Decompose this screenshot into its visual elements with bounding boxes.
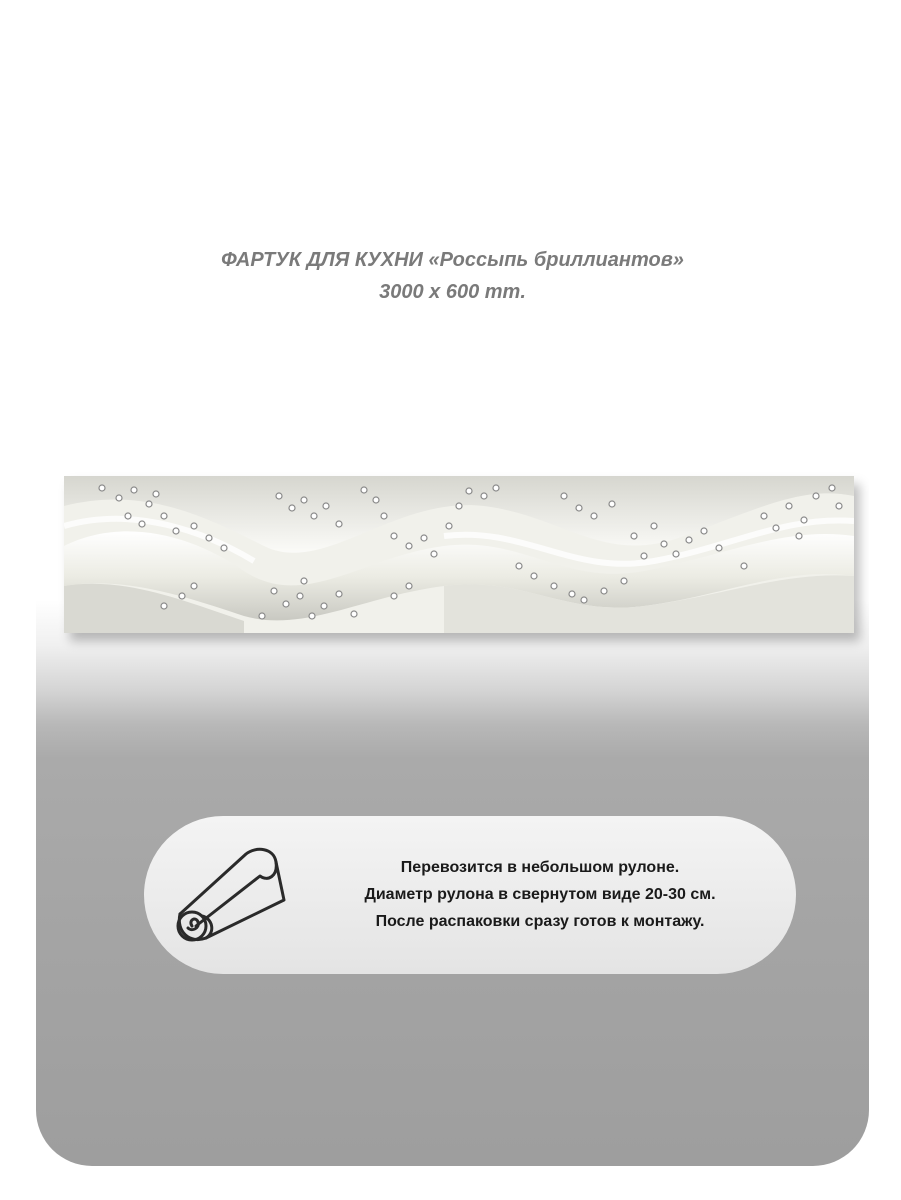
delivery-info-line2: Диаметр рулона в свернутом виде 20-30 см.	[364, 886, 716, 903]
delivery-info-banner	[144, 816, 796, 974]
delivery-info-line3: После распаковки сразу готов к монтажу.	[375, 913, 705, 930]
satin-drape-illustration	[64, 476, 854, 633]
product-title	[36, 244, 869, 308]
product-size: 3000 х 600 mm.	[379, 281, 526, 303]
delivery-info-text	[306, 854, 774, 935]
product-title-line1: ФАРТУК ДЛЯ КУХНИ «Россыпь бриллиантов»	[221, 249, 684, 271]
product-card	[36, 34, 869, 1166]
delivery-info-line1: Перевозится в небольшом рулоне.	[400, 859, 680, 876]
rolled-material-icon	[166, 834, 298, 956]
apron-preview-image	[64, 476, 854, 633]
